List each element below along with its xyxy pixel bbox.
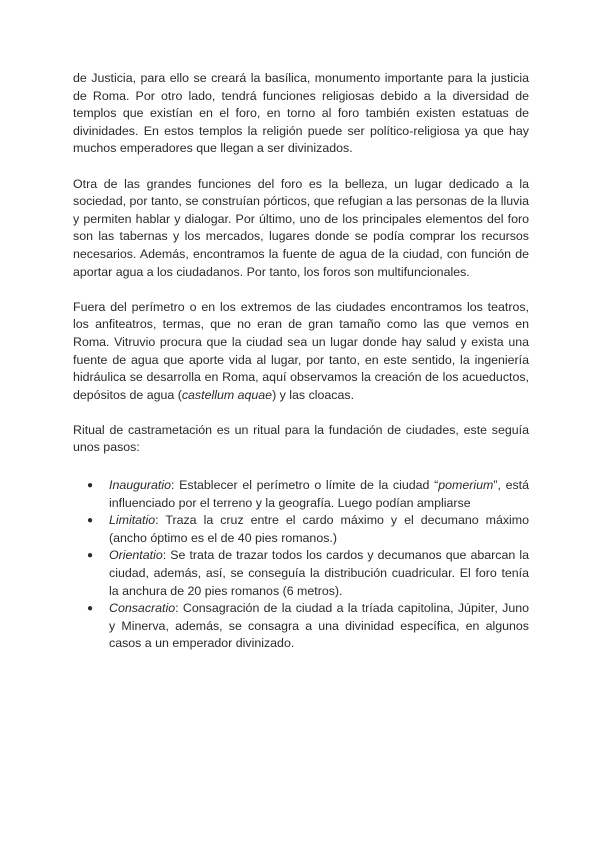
paragraph-foro-belleza — [73, 176, 529, 282]
bullet-icon: ● — [87, 550, 94, 562]
paragraph-italic-term: castellum aquae — [181, 387, 273, 402]
paragraph-text: Fuera del perímetro o en los extremos de las ciudades encontramos los teatros, los anfiteatros, termas, que no eran de gran tamaño como las que vemos en Roma. Vitruvio procura que la ciudad sea un lugar donde hay salud y exista una fuente de agua que aporte vida al lugar, por tanto, en este sentido, la ingeniería hidráulica se desarrolla en Roma, aquí observamos la creación de los acueductos, depósitos de agua ( — [73, 299, 529, 402]
step-term: Consacratio — [109, 601, 176, 616]
step-term: Limitatio — [109, 513, 156, 528]
step-text: : Traza la cruz entre el cardo máximo y el decumano máximo (ancho óptimo es el de 40 pies romanos.) — [109, 513, 529, 545]
bullet-icon: ● — [87, 515, 94, 527]
list-item-inauguratio — [73, 477, 529, 512]
document-page — [73, 70, 529, 653]
step-text: : Establecer el perímetro o límite de la ciudad “ — [171, 478, 439, 493]
paragraph-ritual-castrametacion — [73, 422, 529, 457]
list-item-limitatio — [73, 512, 529, 547]
bullet-icon: ● — [87, 603, 94, 615]
paragraph-perimetro-ciudad — [73, 299, 529, 405]
paragraph-text: ) y las cloacas. — [272, 387, 355, 402]
step-text: : Se trata de trazar todos los cardos y decumanos que abarcan la ciudad, además, así, se conseguía la distribución cuadricular. El foro tenía la anchura de 20 pies romanos (6 metros). — [109, 548, 529, 598]
bullet-icon: ● — [87, 480, 94, 492]
list-item-orientatio — [73, 547, 529, 600]
step-text-after: ”, está influenciado por el terreno y la geografía. Luego podían ampliarse — [109, 478, 529, 510]
step-term: Inauguratio — [109, 478, 172, 493]
ritual-steps-list — [73, 477, 529, 653]
list-item-consacratio — [73, 600, 529, 653]
step-emphasis: pomerium — [438, 478, 494, 493]
paragraph-text: de Justicia, para ello se creará la basílica, monumento importante para la justicia de Roma. Por otro lado, tendrá funciones religiosas debido a la diversidad de templos que existían en el foro, en torno al foro también existen estatuas de divinidades. En estos templos la religión puede ser político-religiosa ya que hay muchos emperadores que llegan a ser divinizados. — [73, 71, 529, 156]
paragraph-text: Otra de las grandes funciones del foro es la belleza, un lugar dedicado a la sociedad, por tanto, se construían pórticos, que refugian a las personas de la lluvia y permiten hablar y dialogar. Por último, uno de los principales elementos del foro son las tabernas y los mercados, lugares donde se podía comprar los recursos necesarios. Además, encontramos la fuente de agua de la ciudad, con función de aportar agua a los ciudadanos. Por tanto, los foros son multifuncionales. — [73, 176, 529, 279]
step-text: : Consagración de la ciudad a la tríada capitolina, Júpiter, Juno y Minerva, además, se consagra a una divinidad específica, en algunos casos a un emperador divinizado. — [109, 601, 529, 651]
paragraph-text: Ritual de castrametación es un ritual para la fundación de ciudades, este seguía unos pasos: — [73, 422, 529, 455]
step-term: Orientatio — [109, 548, 163, 563]
paragraph-foro-justicia-religion — [73, 70, 529, 158]
